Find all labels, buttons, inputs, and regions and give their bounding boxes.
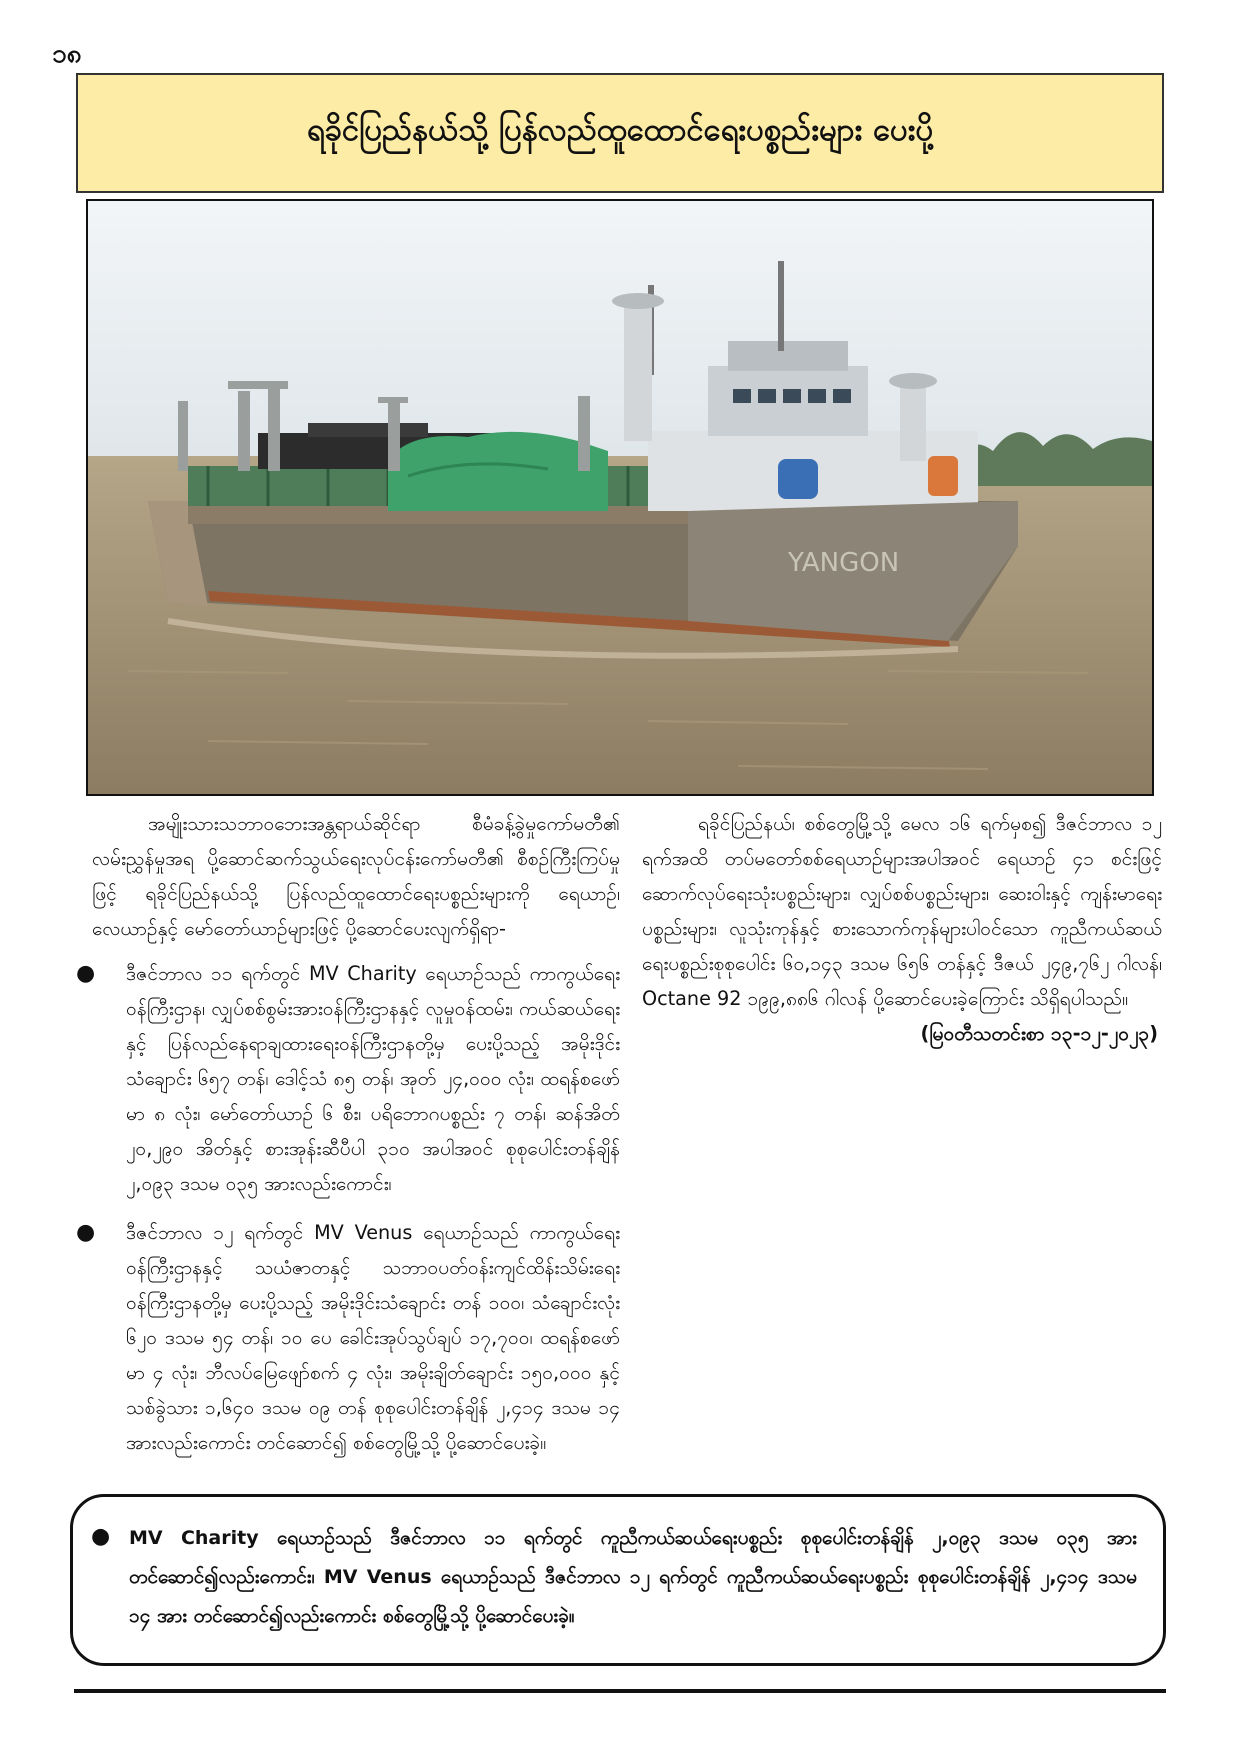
article-column-right [642, 806, 1162, 1051]
ship-photo [86, 199, 1154, 796]
article-bullets-left [76, 956, 620, 1460]
page-number: ၁၈ [52, 39, 82, 69]
page-title: ရခိုင်ပြည်နယ်သို့ ပြန်လည်ထူထောင်ရေးပစ္စည်းများ ပေးပို့ [306, 112, 934, 148]
bullet-charity-text: ဒီဇင်ဘာလ ၁၁ ရက်တွင် MV Charity ရေယာဉ်သည် ကာကွယ်ရေးဝန်ကြီးဌာန၊ လျှပ်စစ်စွမ်းအားဝန်ကြီးဌာနနှင့် လူမှုဝန်ထမ်း၊ ကယ်ဆယ်ရေးနှင့် ပြန်လည်နေရာချထားရေးဝန်ကြီးဌာနတို့မှ ပေးပို့သည့် အမိုးဒိုင်းသံချောင်း ၆၅၇ တန်၊ ဒေါင့်သံ ၈၅ တန်၊ အုတ် ၂၄,၀၀၀ လုံး၊ ထရန်စဖော်မာ ၈ လုံး၊ မော်တော်ယာဉ် ၆ စီး၊ ပရိဘောဂပစ္စည်း ၇ တန်၊ ဆန်အိတ် ၂၀,၂၉၀ အိတ်နှင့် စားအုန်းဆီပီပါ ၃၁၀ အပါအဝင် စုစုပေါင်းတန်ချိန် ၂,၀၉၃ ဒသမ ၀၃၅ အားလည်းကောင်း၊ [126, 962, 620, 1195]
article-column-left [76, 806, 620, 1474]
hull-text: YANGON [788, 548, 900, 578]
title-banner [76, 73, 1164, 193]
article-source: (မြဝတီသတင်းစာ ၁၃-၁၂-၂၀၂၃) [920, 1022, 1158, 1045]
bullet-dot-icon: ● [91, 1524, 111, 1549]
summary-text: MV Charity ရေယာဉ်သည် ဒီဇင်ဘာလ ၁၁ ရက်တွင် ကူညီကယ်ဆယ်ရေးပစ္စည်း စုစုပေါင်းတန်ချိန် ၂,၀၉၃ ဒသမ ၀၃၅ အား တင်ဆောင်၍လည်းကောင်း၊ MV Venus ရေယာဉ်သည် ဒီဇင်ဘာလ ၁၂ ရက်တွင် ကူညီကယ်ဆယ်ရေးပစ္စည်း စုစုပေါင်းတန်ချိန် ၂,၄၁၄ ဒသမ ၁၄ အား တင်ဆောင်၍လည်းကောင်း စစ်တွေမြို့သို့ ပို့ဆောင်ပေးခဲ့။ [129, 1527, 1137, 1627]
article-paragraph-2: ရခိုင်ပြည်နယ်၊ စစ်တွေမြို့သို့ မေလ ၁၆ ရက်မှစ၍ ဒီဇင်ဘာလ ၁၂ ရက်အထိ တပ်မတော်စစ်ရေယာဉ်များအပါအဝင် ရေယာဉ် ၄၁ စင်းဖြင့် ဆောက်လုပ်ရေးသုံးပစ္စည်းများ၊ လျှပ်စစ်ပစ္စည်းများ၊ ဆေးဝါးနှင့် ကျန်းမာရေးပစ္စည်းများ၊ လူသုံးကုန်နှင့် စားသောက်ကုန်များပါဝင်သော ကူညီကယ်ဆယ်ရေးပစ္စည်းစုစုပေါင်း ၆၀,၁၄၃ ဒသမ ၆၅၆ တန်နှင့် ဒီဇယ် ၂၄၉,၇၆၂ ဂါလန်၊ Octane 92 ၁၉၉,၈၈၆ ဂါလန် ပို့ဆောင်ပေးခဲ့ကြောင်း သိရှိရပါသည်။ [642, 812, 1162, 1010]
bullet-dot-icon: ● [76, 1220, 96, 1245]
summary-box [70, 1494, 1166, 1666]
bullet-venus [76, 1215, 620, 1460]
article-intro: အမျိုးသားသဘာဝဘေးအန္တရာယ်ဆိုင်ရာ စီမံခန့်ခွဲမှုကော်မတီ၏ လမ်းညွှန်မှုအရ ပို့ဆောင်ဆက်သွယ်ရေးလုပ်ငန်းကော်မတီ၏ စီစဉ်ကြီးကြပ်မှုဖြင့် ရခိုင်ပြည်နယ်သို့ ပြန်လည်ထူထောင်ရေးပစ္စည်းများကို ရေယာဉ်၊ လေယာဉ်နှင့် မော်တော်ယာဉ်များဖြင့် ပို့ဆောင်ပေးလျက်ရှိရာ- [92, 812, 620, 940]
bullet-venus-text: ဒီဇင်ဘာလ ၁၂ ရက်တွင် MV Venus ရေယာဉ်သည် ကာကွယ်ရေးဝန်ကြီးဌာနနှင့် သယံဇာတနှင့် သဘာဝပတ်ဝန်းကျင်ထိန်းသိမ်းရေးဝန်ကြီးဌာနတို့မှ ပေးပို့သည့် အမိုးဒိုင်းသံချောင်း တန် ၁၀၀၊ သံချောင်းလုံး ၆၂၀ ဒသမ ၅၄ တန်၊ ၁၀ ပေ ခေါင်းအုပ်သွပ်ချပ် ၁၇,၇၀၀၊ ထရန်စဖော်မာ ၄ လုံး၊ ဘီလပ်မြေဖျော်စက် ၄ လုံး၊ အမိုးချိတ်ချောင်း ၁၅၀,၀၀၀ နှင့် သစ်ခွဲသား ၁,၆၄၀ ဒသမ ၀၉ တန် စုစုပေါင်းတန်ချိန် ၂,၄၁၄ ဒသမ ၁၄ အားလည်းကောင်း တင်ဆောင်၍ စစ်တွေမြို့သို့ ပို့ဆောင်ပေးခဲ့။ [126, 1221, 620, 1454]
bullet-charity [76, 956, 620, 1201]
bottom-divider [74, 1689, 1166, 1693]
bullet-dot-icon: ● [76, 961, 96, 986]
